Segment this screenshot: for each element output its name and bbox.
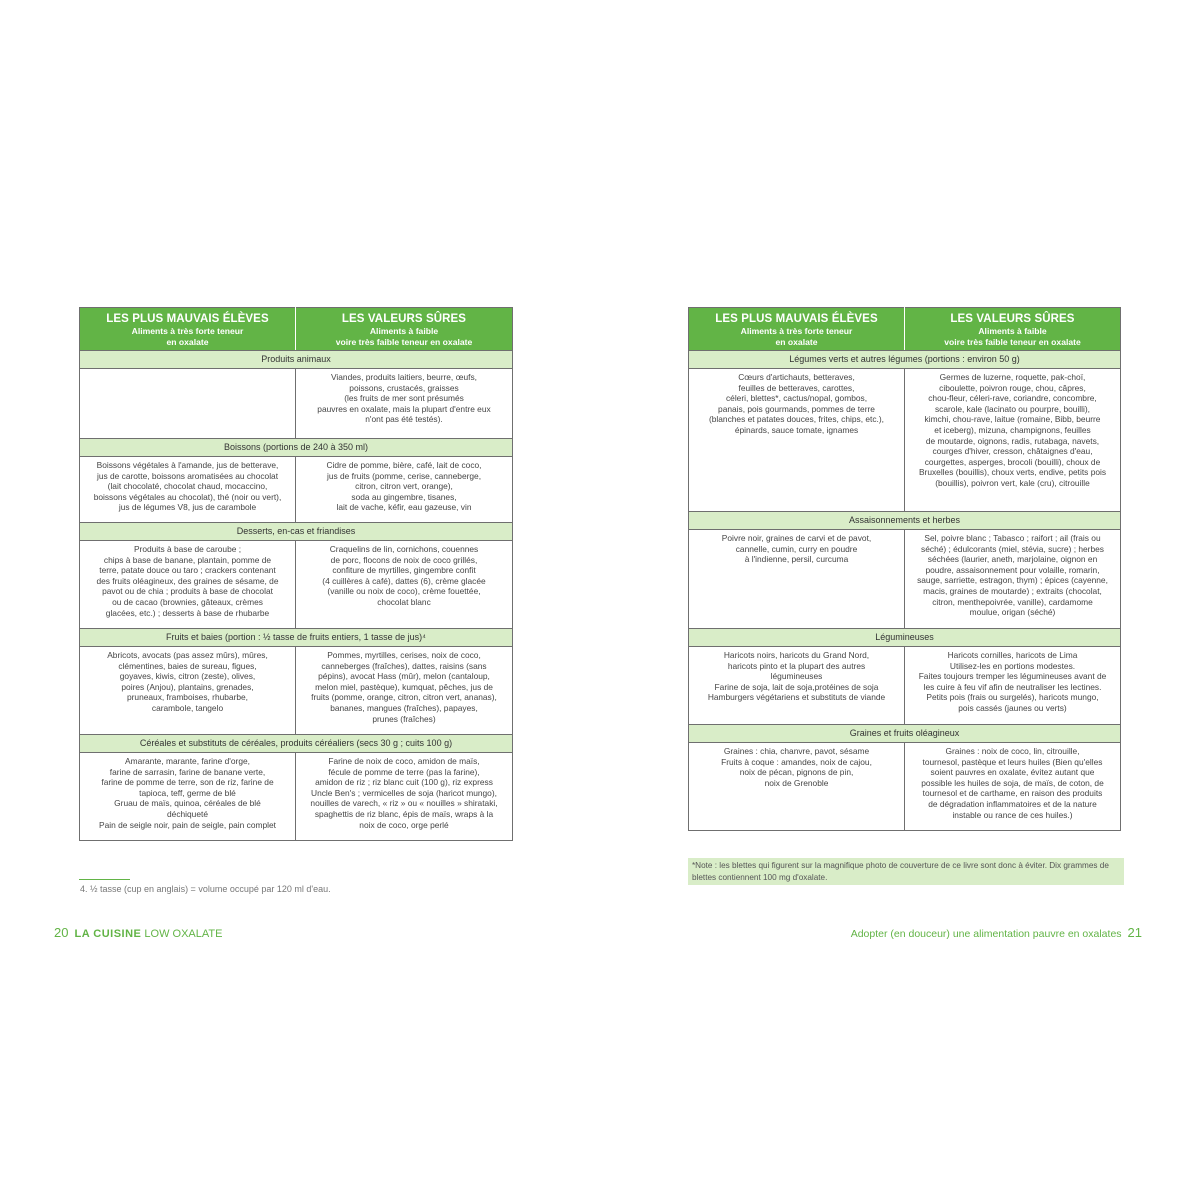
header-worst-sub: en oxalate xyxy=(166,336,209,347)
header-safe-sub: voire très faible teneur en oxalate xyxy=(335,336,473,347)
safe-foods-cell: Sel, poivre blanc ; Tabasco ; raifort ; ail (frais ou séché) ; édulcorants (miel, stévia, sucre) ; herbes séchées (laurier, aneth, marjolaine, oignon en poudre, assaisonnement pour volaille, romarin, sauge, sarriette, estragon, thym) ; épices (cayenne, macis, graines de moutarde) ; extraits (chocolat, citron, menthepoivrée, vanille), cardamome moulue, origan (séché) xyxy=(905,530,1121,629)
worst-foods-cell: Abricots, avocats (pas assez mûrs), mûres, clémentines, baies de sureau, figues, goyaves, kiwis, citron (zeste), olives, poires (Anjou), plantains, grenades, pruneaux, framboises, rhubarbe, carambole, tangelo xyxy=(80,647,296,735)
note-box: *Note : les blettes qui figurent sur la magnifique photo de couverture de ce livre sont donc à éviter. Dix grammes de blettes contiennent 100 mg d'oxalate. xyxy=(688,858,1124,885)
section-title: Légumes verts et autres légumes (portions : environ 50 g) xyxy=(689,351,1121,369)
safe-foods-cell: Haricots cornilles, haricots de Lima Utilisez-les en portions modestes. Faites toujours tremper les légumineuses avant de les cuire à feu vif afin de neutraliser les lectines. Petits pois (frais ou surgelés), haricots mungo, pois cassés (jaunes ou verts) xyxy=(905,647,1121,725)
oxalate-table-right xyxy=(688,307,1121,831)
section-title: Desserts, en-cas et friandises xyxy=(80,523,513,541)
table-row xyxy=(80,541,513,629)
header-worst-sub: Aliments à très forte teneur xyxy=(740,326,853,336)
section-title: Assaisonnements et herbes xyxy=(689,512,1121,530)
header-worst xyxy=(689,308,905,351)
header-safe-title: LES VALEURS SÛRES xyxy=(341,313,467,325)
table-header xyxy=(689,308,1121,351)
section-title: Légumineuses xyxy=(689,629,1121,647)
section-title: Céréales et substituts de céréales, produits céréaliers (secs 30 g ; cuits 100 g) xyxy=(80,735,513,753)
running-title: Adopter (en douceur) une alimentation pauvre en oxalates xyxy=(850,928,1122,940)
table-row xyxy=(80,369,513,439)
worst-foods-cell: Boissons végétales à l'amande, jus de betterave, jus de carotte, boissons aromatisées au chocolat (lait chocolaté, chocolat chaud, mocaccino, boissons végétales au chocolat), thé (noir ou vert), jus de légumes V8, jus de carambole xyxy=(80,457,296,523)
header-safe-sub: Aliments à faible xyxy=(978,326,1047,336)
section-title: Boissons (portions de 240 à 350 ml) xyxy=(80,439,513,457)
worst-foods-cell: Graines : chia, chanvre, pavot, sésame Fruits à coque : amandes, noix de cajou, noix de pécan, pignons de pin, noix de Grenoble xyxy=(689,743,905,831)
safe-foods-cell: Farine de noix de coco, amidon de maïs, fécule de pomme de terre (pas la farine), amidon de riz ; riz blanc cuit (100 g), riz express Uncle Ben's ; vermicelles de soja (haricot mungo), nouilles de varech, « riz » ou « nouilles » shirataki, spaghettis de riz blanc, épis de maïs, wraps à la noix de coco, orge perlé xyxy=(296,753,513,841)
header-worst-title: LES PLUS MAUVAIS ÉLÈVES xyxy=(106,313,269,325)
header-worst xyxy=(80,308,296,351)
oxalate-table-left xyxy=(79,307,513,841)
header-worst-title: LES PLUS MAUVAIS ÉLÈVES xyxy=(715,313,878,325)
table-row xyxy=(80,753,513,841)
table-row xyxy=(689,647,1121,725)
section-title: Fruits et baies (portion : ½ tasse de fruits entiers, 1 tasse de jus)⁴ xyxy=(80,629,513,647)
section-title: Graines et fruits oléagineux xyxy=(689,725,1121,743)
book-brand: LA CUISINE xyxy=(74,928,142,940)
header-worst-sub: en oxalate xyxy=(775,336,818,347)
worst-foods-cell: Cœurs d'artichauts, betteraves, feuilles de betteraves, carottes, céleri, blettes*, cactus/nopal, gombos, panais, pois gourmands, pommes de terre (blanches et patates douces, frites, chips, etc.), épinards, sauce tomate, ignames xyxy=(689,369,905,512)
table-row xyxy=(689,369,1121,512)
section-title: Produits animaux xyxy=(80,351,513,369)
table-row xyxy=(80,647,513,735)
worst-foods-cell: Poivre noir, graines de carvi et de pavot, cannelle, cumin, curry en poudre à l'indienne, persil, curcuma xyxy=(689,530,905,629)
header-safe-sub: Aliments à faible xyxy=(369,326,439,336)
table-row xyxy=(80,457,513,523)
safe-foods-cell: Graines : noix de coco, lin, citrouille, tournesol, pastèque et leurs huiles (Bien qu'elles soient pauvres en oxalate, évitez autant que possible les huiles de soja, de maïs, de coton, de tournesol et de carthame, en raison des produits de dégradation inflammatoires et de la nature instable ou rance de ces huiles.) xyxy=(905,743,1121,831)
worst-foods-cell: Amarante, marante, farine d'orge, farine de sarrasin, farine de banane verte, farine de pomme de terre, son de riz, farine de tapioca, teff, germe de blé Gruau de maïs, quinoa, céréales de blé déchiqueté Pain de seigle noir, pain de seigle, pain complet xyxy=(80,753,296,841)
table-row xyxy=(689,530,1121,629)
page-number: 21 xyxy=(1127,925,1142,940)
header-worst-sub: Aliments à très forte teneur xyxy=(131,326,244,336)
safe-foods-cell: Craquelins de lin, cornichons, couennes de porc, flocons de noix de coco grillés, confiture de myrtilles, gingembre confit (4 cuillères à café), dattes (6), crème glacée (vanille ou noix de coco), crème fouettée, chocolat blanc xyxy=(296,541,513,629)
footnote-divider xyxy=(79,879,130,880)
header-safe xyxy=(296,308,513,351)
page-number: 20 xyxy=(54,925,69,940)
table-row xyxy=(689,743,1121,831)
header-safe xyxy=(905,308,1121,351)
table-header xyxy=(80,308,513,351)
safe-foods-cell: Viandes, produits laitiers, beurre, œufs, poissons, crustacés, graisses (les fruits de mer sont présumés pauvres en oxalate, mais la plupart d'entre eux n'ont pas été testés). xyxy=(296,369,513,439)
worst-foods-cell: Produits à base de caroube ; chips à base de banane, plantain, pomme de terre, patate douce ou taro ; crackers contenant des fruits oléagineux, des graines de sésame, de pavot ou de chia ; produits à base de chocolat ou de cacao (brownies, gâteaux, crèmes glacées, etc.) ; desserts à base de rhubarbe xyxy=(80,541,296,629)
worst-foods-cell: Haricots noirs, haricots du Grand Nord, haricots pinto et la plupart des autres légumineuses Farine de soja, lait de soja,protéines de soja Hamburgers végétariens et substituts de viande xyxy=(689,647,905,725)
safe-foods-cell: Cidre de pomme, bière, café, lait de coco, jus de fruits (pomme, cerise, canneberge, citron, citron vert, orange), soda au gingembre, tisanes, lait de vache, kéfir, eau gazeuse, vin xyxy=(296,457,513,523)
safe-foods-cell: Pommes, myrtilles, cerises, noix de coco, canneberges (fraîches), dattes, raisins (sans pépins), avocat Hass (mûr), melon (cantaloup, melon miel, pastèque), kumquat, pêches, jus de fruits (pomme, orange, citron, citron vert, ananas), bananes, mangues (fraîches), papayes, prunes (fraîches) xyxy=(296,647,513,735)
header-safe-title: LES VALEURS SÛRES xyxy=(950,313,1075,325)
worst-foods-cell xyxy=(80,369,296,439)
footnote: 4. ½ tasse (cup en anglais) = volume occupé par 120 ml d'eau. xyxy=(80,884,331,894)
right-page-folio xyxy=(851,925,1142,940)
header-safe-sub: voire très faible teneur en oxalate xyxy=(944,336,1081,347)
book-brand-subtitle: LOW OXALATE xyxy=(144,928,223,940)
left-page-folio xyxy=(54,925,222,940)
safe-foods-cell: Germes de luzerne, roquette, pak-choï, ciboulette, poivron rouge, chou, câpres, chou-fleur, céleri-rave, coriandre, concombre, scarole, kale (lacinato ou pourpre, bouilli), kimchi, chou-rave, laitue (romaine, Bibb, beurre et iceberg), mizuna, champignons, feuilles de moutarde, oignons, radis, rutabaga, navets, courges d'hiver, cresson, châtaignes d'eau, courgettes, asperges, brocoli (bouilli), choux de Bruxelles (bouillis), choux verts, endive, petits pois (bouillis), poivron vert, kale (cru), citrouille xyxy=(905,369,1121,512)
